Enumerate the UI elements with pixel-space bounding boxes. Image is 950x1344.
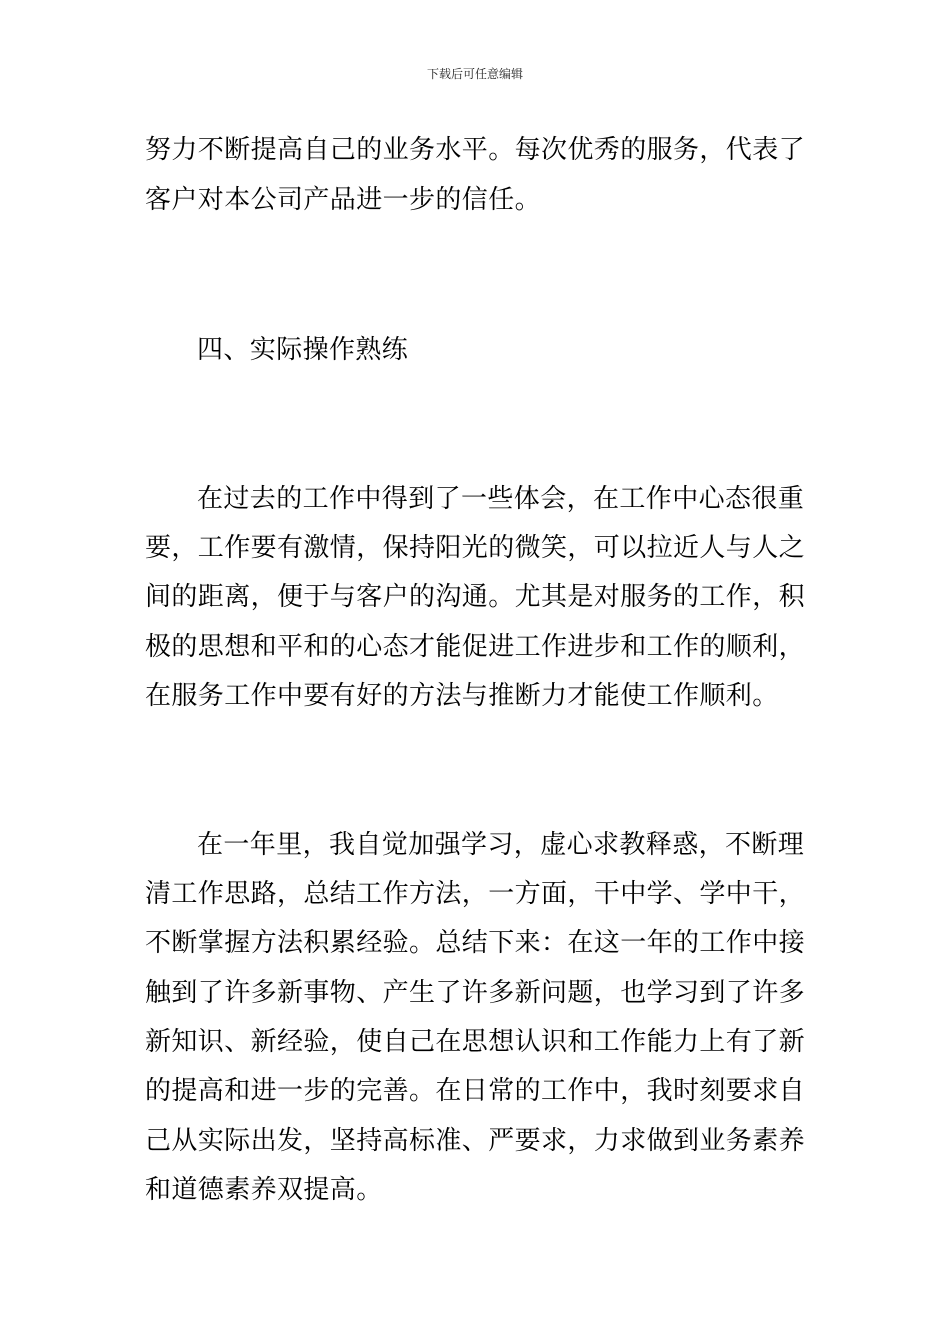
text-line: 新知识、新经验，使自己在思想认识和工作能力上有了新: [145, 1027, 806, 1057]
text-line: 触到了许多新事物、产生了许多新问题，也学习到了许多: [145, 978, 806, 1008]
text-line: 极的思想和平和的心态才能促进工作进步和工作的顺利，: [145, 632, 806, 662]
text-line: 客户对本公司产品进一步的信任。: [145, 185, 542, 215]
text-line: 的提高和进一步的完善。在日常的工作中，我时刻要求自: [145, 1076, 806, 1106]
page-header: 下载后可任意编辑: [426, 67, 523, 81]
text-line: 和道德素养双提高。: [145, 1175, 383, 1205]
text-line: 要，工作要有激情，保持阳光的微笑，可以拉近人与人之: [145, 533, 806, 563]
text-line: 己从实际出发，坚持高标准、严要求，力求做到业务素养: [145, 1126, 806, 1156]
section-heading: 四、实际操作熟练: [197, 335, 409, 365]
text-line: 间的距离，便于与客户的沟通。尤其是对服务的工作，积: [145, 582, 806, 612]
paragraph-first-line: 在一年里，我自觉加强学习，虚心求教释惑，不断理: [197, 830, 805, 860]
text-line: 努力不断提高自己的业务水平。每次优秀的服务，代表了: [145, 135, 806, 165]
text-line: 在服务工作中要有好的方法与推断力才能使工作顺利。: [145, 681, 779, 711]
text-line: 清工作思路，总结工作方法，一方面，干中学、学中干，: [145, 879, 806, 909]
paragraph-first-line: 在过去的工作中得到了一些体会，在工作中心态很重: [197, 484, 805, 514]
text-line: 不断掌握方法积累经验。总结下来：在这一年的工作中接: [145, 928, 806, 958]
